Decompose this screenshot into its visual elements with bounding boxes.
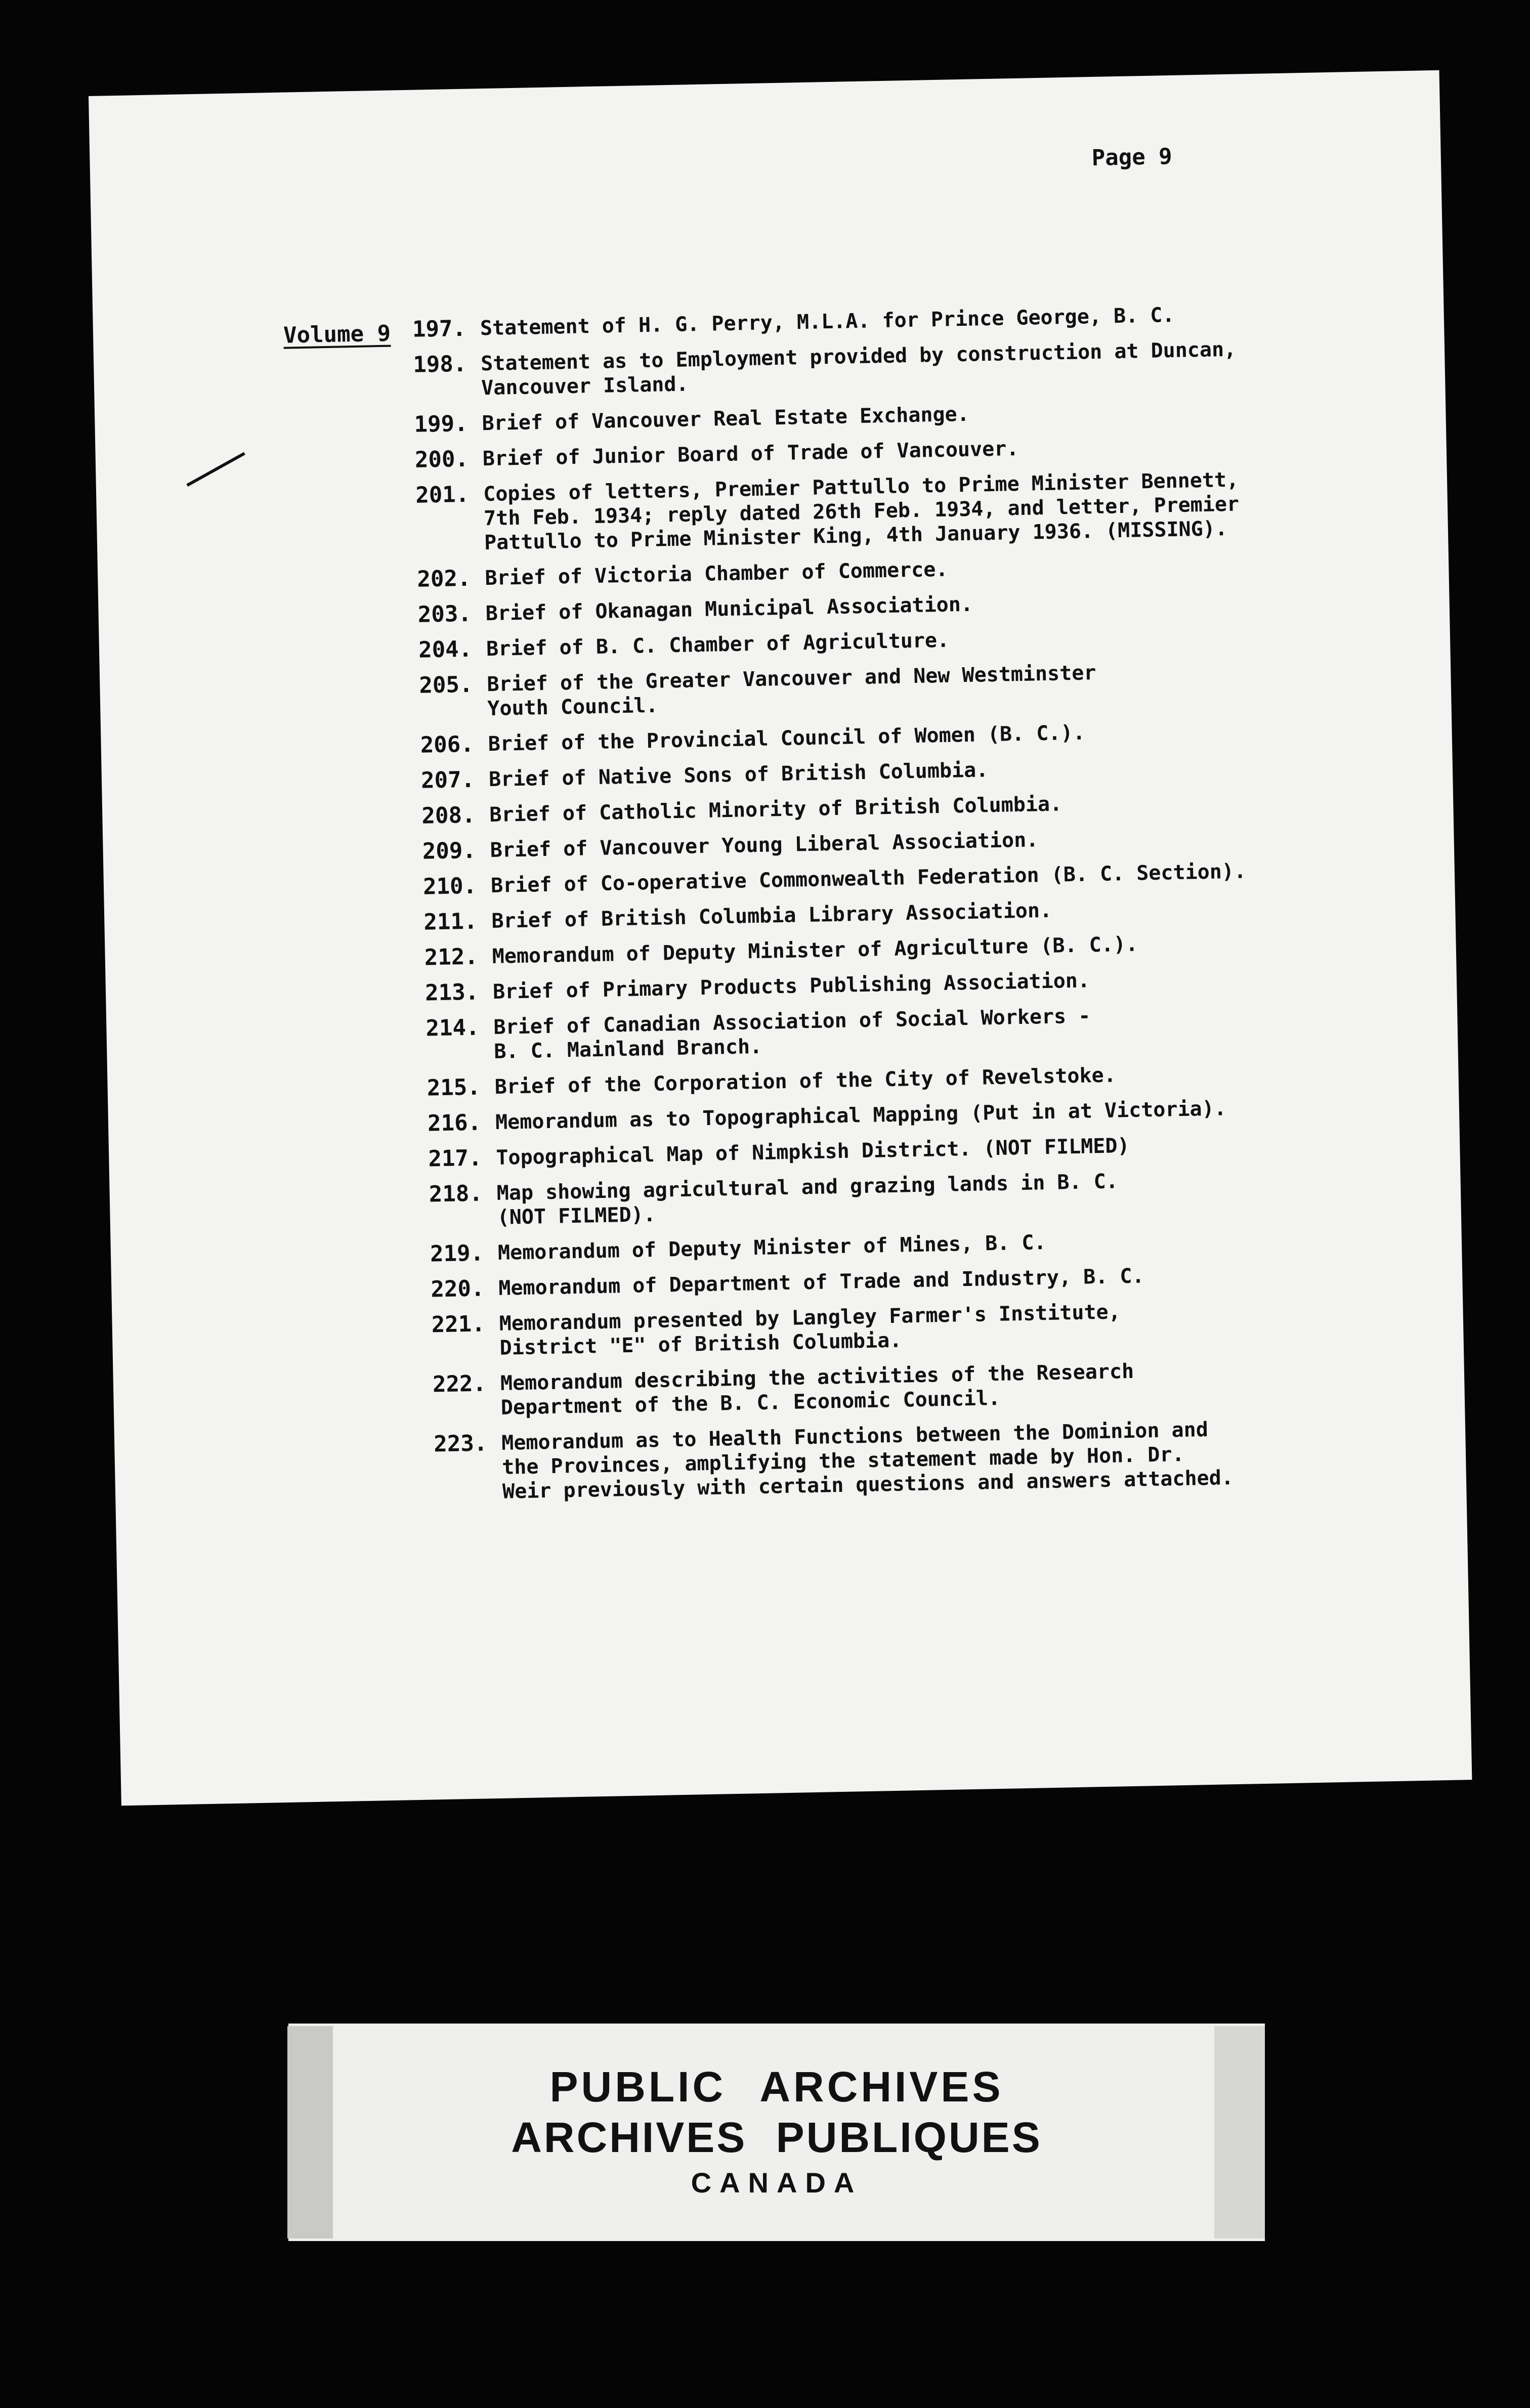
- entry-text: Brief of Vancouver Real Estate Exchange.: [482, 402, 970, 436]
- entry-text: Memorandum describing the activities of the Research Department of the B. C. Economic Council.: [500, 1359, 1134, 1420]
- entry-text: Brief of Catholic Minority of British Columbia.: [489, 792, 1062, 827]
- entry-number: 203.: [417, 600, 472, 628]
- list-item: [415, 1259, 1402, 1302]
- entry-text: Brief of Vancouver Young Liberal Association.: [490, 828, 1039, 863]
- entry-number: 212.: [424, 943, 479, 971]
- entry-text: Brief of Junior Board of Trade of Vancouver.: [482, 437, 1019, 471]
- entry-number: 198.: [412, 351, 467, 378]
- entry-text: Statement of H. G. Perry, M.L.A. for Prince George, B. C.: [480, 303, 1175, 340]
- entry-number: 213.: [424, 979, 479, 1006]
- entry-text: Map showing agricultural and grazing lands in B. C. (NOT FILMED).: [496, 1170, 1119, 1229]
- entry-text: Brief of Okanagan Municipal Association.: [485, 592, 973, 626]
- entry-number: 219.: [430, 1240, 484, 1267]
- volume-label: Volume 9: [283, 320, 391, 349]
- document-page: [89, 70, 1472, 1806]
- entry-number: 199.: [414, 410, 469, 438]
- entry-number: 208.: [421, 802, 476, 829]
- entry-number: 217.: [428, 1145, 482, 1172]
- label-tab-left: [287, 2026, 333, 2239]
- handwritten-tick-mark: [186, 452, 245, 487]
- list-item: [406, 821, 1393, 864]
- entry-number: 221.: [431, 1311, 486, 1338]
- entry-text: Brief of Primary Products Publishing Association.: [492, 969, 1090, 1004]
- entry-text: Brief of the Corporation of the City of Revelstoke.: [494, 1063, 1117, 1099]
- list-item: [415, 1295, 1402, 1362]
- entry-list: [397, 299, 1406, 1517]
- list-item: [399, 429, 1386, 472]
- entry-number: 197.: [412, 315, 466, 342]
- entry-text: Brief of Victoria Chamber of Commerce.: [485, 557, 948, 590]
- entry-text: Memorandum as to Health Functions between the Dominion and the Provinces, amplifying the statement made by Hon. Dr. Weir previously with certain questions and answers attached.: [501, 1418, 1234, 1503]
- label-tab-right: [1214, 2026, 1265, 2239]
- list-item: [406, 786, 1393, 829]
- list-item: [414, 1224, 1401, 1267]
- entry-text: Brief of Canadian Association of Social Workers - B. C. Mainland Branch.: [493, 1004, 1091, 1063]
- entry-text: Brief of B. C. Chamber of Agriculture.: [486, 628, 950, 661]
- page-number: Page 9: [1091, 143, 1173, 171]
- list-item: [402, 584, 1389, 627]
- entry-number: 207.: [420, 766, 475, 794]
- entry-text: Brief of Co-operative Commonwealth Federation (B. C. Section).: [490, 859, 1247, 898]
- entry-text: Memorandum as to Topographical Mapping (Put in at Victoria).: [495, 1097, 1227, 1134]
- entry-number: 223.: [433, 1430, 488, 1457]
- entry-number: 214.: [426, 1014, 480, 1042]
- entry-number: 220.: [430, 1275, 485, 1303]
- archives-label: [288, 2024, 1265, 2241]
- list-item: [410, 998, 1397, 1065]
- list-item: [417, 1354, 1404, 1422]
- entry-text: Brief of the Greater Vancouver and New Westminster Youth Council.: [487, 661, 1096, 721]
- list-item: [418, 1414, 1406, 1506]
- entry-text: Statement as to Employment provided by construction at Duncan, Vancouver Island.: [480, 337, 1237, 400]
- entry-text: Memorandum of Department of Trade and Industry, B. C.: [498, 1264, 1144, 1300]
- entry-text: Topographical Map of Nimpkish District. (NOT FILMED): [496, 1134, 1130, 1170]
- list-item: [413, 1164, 1400, 1231]
- entry-number: 201.: [415, 481, 470, 508]
- entry-text: Memorandum presented by Langley Farmer's Institute, District "E" of British Columbia.: [499, 1300, 1121, 1360]
- entry-number: 222.: [432, 1370, 487, 1398]
- list-item: [411, 1058, 1398, 1101]
- entry-number: 215.: [427, 1074, 481, 1101]
- list-item: [412, 1129, 1399, 1172]
- entry-number: 216.: [427, 1109, 482, 1137]
- entry-text: Brief of Native Sons of British Columbia.: [488, 758, 989, 792]
- list-item: [403, 620, 1390, 663]
- list-item: [397, 334, 1384, 402]
- list-item: [401, 549, 1388, 592]
- list-item: [407, 856, 1394, 899]
- archives-label-line-french: ARCHIVES PUBLIQUES: [511, 2114, 1042, 2161]
- list-item: [400, 465, 1387, 556]
- entry-number: 209.: [422, 837, 477, 865]
- list-item: [404, 715, 1391, 758]
- entry-number: 200.: [414, 446, 469, 473]
- archives-label-line-english: PUBLIC ARCHIVES: [549, 2063, 1004, 2111]
- list-item: [408, 927, 1395, 970]
- archives-label-line-country: CANADA: [691, 2167, 863, 2199]
- entry-number: 211.: [423, 908, 478, 935]
- list-item: [412, 1093, 1399, 1136]
- list-item: [409, 963, 1396, 1006]
- entry-number: 210.: [422, 873, 477, 900]
- entry-text: Brief of the Provincial Council of Women (B. C.).: [488, 721, 1085, 756]
- list-item: [403, 655, 1390, 722]
- entry-number: 204.: [418, 636, 473, 663]
- entry-number: 205.: [419, 671, 473, 699]
- entry-text: Memorandum of Deputy Minister of Mines, B. C.: [497, 1231, 1046, 1265]
- entry-text: Brief of British Columbia Library Association.: [491, 898, 1052, 933]
- list-item: [398, 394, 1385, 437]
- list-item: [397, 299, 1384, 342]
- entry-number: 206.: [420, 731, 475, 758]
- list-item: [408, 892, 1395, 935]
- entry-text: Memorandum of Deputy Minister of Agriculture (B. C.).: [492, 932, 1138, 968]
- entry-number: 202.: [416, 565, 471, 592]
- entry-number: 218.: [429, 1180, 483, 1208]
- list-item: [405, 750, 1392, 793]
- entry-text: Copies of letters, Premier Pattullo to Prime Minister Bennett, 7th Feb. 1934; reply dated 26th Feb. 1934, and letter, Premier Pattullo to Prime Minister King, 4th January 1936. (MISSING).: [483, 468, 1240, 555]
